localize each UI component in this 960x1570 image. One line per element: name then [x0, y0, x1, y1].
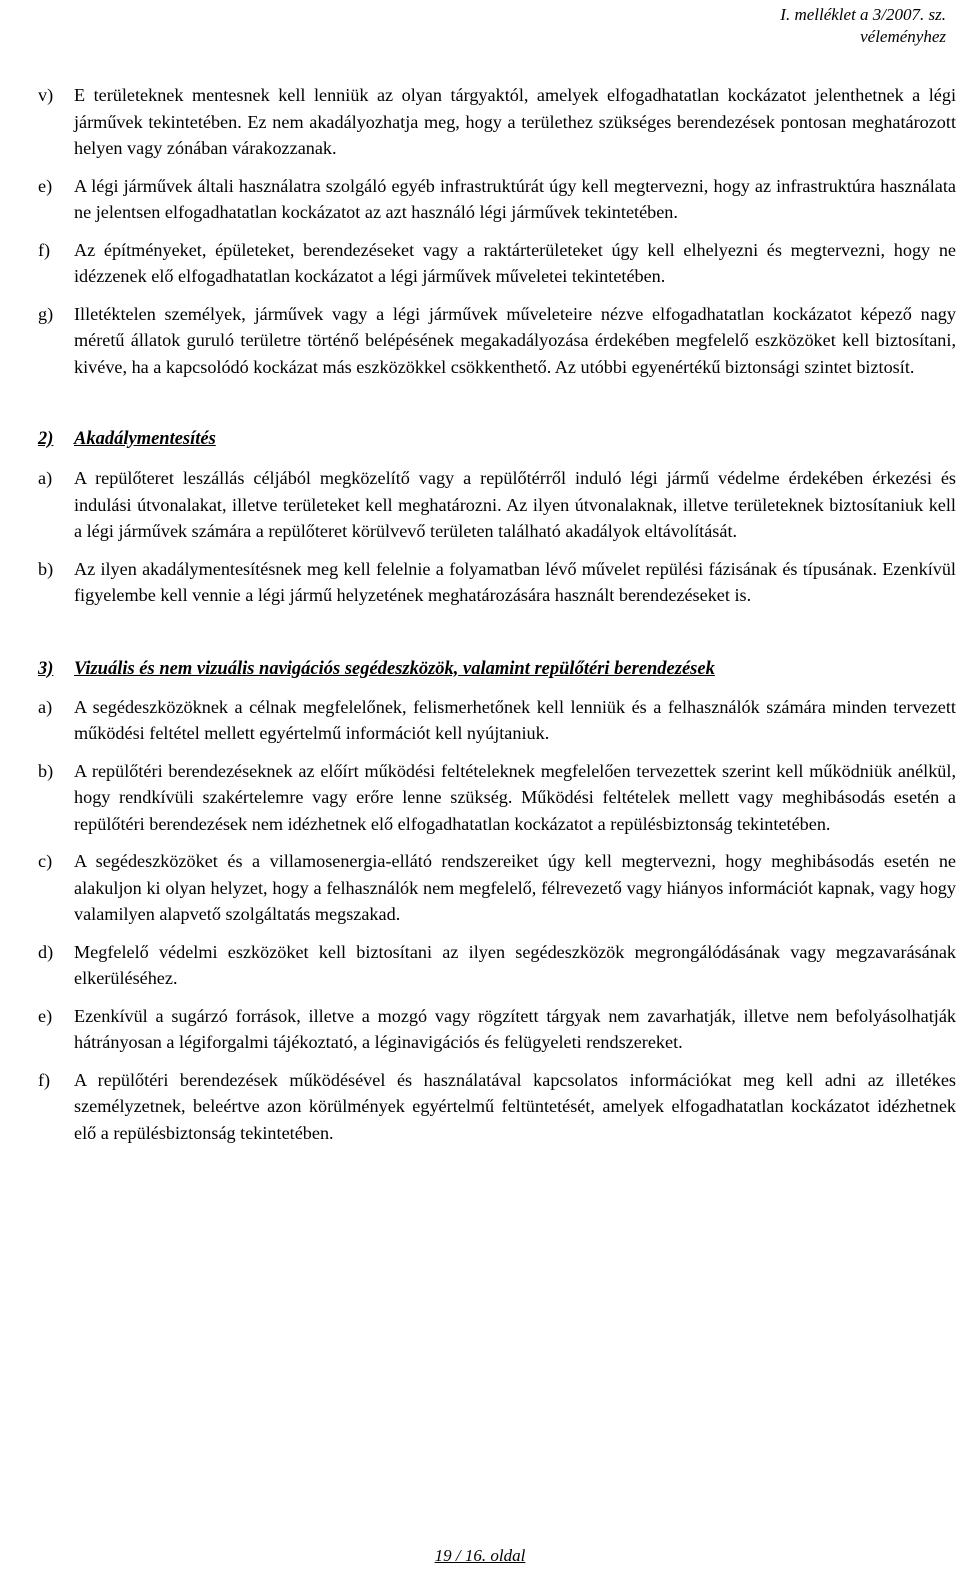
item-marker: b) [38, 760, 54, 781]
item-marker: a) [38, 696, 53, 717]
page-number: 19 / 16. oldal [434, 1546, 526, 1565]
list-item-e [38, 173, 956, 226]
item-text: A segédeszközöket és a villamosenergia-ellátó rendszereiket úgy kell megtervezni, hogy meghibásodás esetén ne alakuljon ki olyan helyzet, hogy a felhasználók nem megfelelő, félrevezető vagy hiányos információt kapnak, vagy hogy valamilyen alapvető szolgáltatás megszakad. [74, 851, 956, 924]
list-item-2a [38, 465, 956, 545]
item-marker: d) [38, 941, 54, 962]
list-item-2b [38, 556, 956, 609]
item-marker: f) [38, 1069, 51, 1090]
section-number: 3) [38, 658, 54, 679]
item-marker: a) [38, 468, 53, 488]
item-marker: e) [38, 175, 53, 196]
list-item-3e [38, 1003, 956, 1056]
list-item-3f [38, 1067, 956, 1147]
item-text: A repülőteret leszállás céljából megközelítő vagy a repülőtérről induló légi jármű védelme érdekében érkezési és indulási útvonalakat, illetve területeket kell meghatározni. Az ilyen útvonalaknak, illetve területeknek biztosítaniuk kell a légi járművek számára a repülőteret körülvevő területen található akadályok eltávolítását. [74, 468, 956, 541]
item-text: A repülőtéri berendezéseknek az előírt működési feltételeknek megfelelően tervezettek szerint kell működniük anélkül, hogy rendkívüli szakértelemre vagy erőre lenne szükség. Működési feltételek mellett vagy meghibásodás esetén a repülőtéri berendezések nem idézhetnek elő elfogadhatatlan kockázatot a repülésbiztonság tekintetében. [74, 760, 956, 834]
section-heading-2 [38, 426, 956, 452]
item-text: Az ilyen akadálymentesítésnek meg kell felelnie a folyamatban lévő művelet repülési fázisának és típusának. Ezenkívül figyelembe kell vennie a légi jármű helyzetének meghatározására használt berendezéseket is. [74, 558, 956, 605]
item-marker: c) [38, 851, 53, 871]
item-marker: f) [38, 239, 51, 260]
header-line-2: véleményhez [860, 27, 946, 46]
item-marker: g) [38, 303, 54, 324]
list-item-3d [38, 939, 956, 992]
header-line-1: I. melléklet a 3/2007. sz. [780, 5, 946, 24]
page-header [780, 4, 946, 48]
list-item-f [38, 237, 956, 290]
list-item-v [38, 82, 956, 162]
section-title: Vizuális és nem vizuális navigációs segédeszközök, valamint repülőtéri berendezések [74, 658, 715, 679]
list-item-3c [38, 848, 956, 928]
list-item-g [38, 301, 956, 381]
item-text: Illetéktelen személyek, járművek vagy a légi járművek műveleteire nézve elfogadhatatlan kockázatot képező nagy méretű állatok guruló területre történő belépésének megakadályozása érdekében megfelelő eszközöket kell biztosítani, kivéve, ha a kapcsolódó kockázat más eszközökkel csökkenthető. Az utóbbi egyenértékű biztonsági szintet biztosít. [74, 303, 956, 377]
item-text: A repülőtéri berendezések működésével és használatával kapcsolatos információkat meg kell adni az illetékes személyzetnek, beleértve azon körülmények egyértelmű feltüntetését, amelyek elfogadhatatlan kockázatot idézhetnek elő a repülésbiztonság tekintetében. [74, 1069, 956, 1143]
section-number: 2) [38, 429, 54, 449]
item-text: E területeknek mentesnek kell lenniük az olyan tárgyaktól, amelyek elfogadhatatlan kockázatot jelenthetnek a légi járművek tekintetében. Ez nem akadályozhatja meg, hogy a területhez szükséges berendezések pontosan meghatározott helyen vagy zónában várakozzanak. [74, 85, 956, 158]
document-body [38, 82, 956, 1146]
section-title: Akadálymentesítés [74, 429, 216, 449]
item-text: Ezenkívül a sugárzó források, illetve a mozgó vagy rögzített tárgyak nem zavarhatják, illetve nem befolyásolhatják hátrányosan a légiforgalmi tájékoztató, a léginavigációs és felügyeleti rendszereket. [74, 1005, 956, 1052]
item-text: A légi járművek általi használatra szolgáló egyéb infrastruktúrát úgy kell megtervezni, hogy az infrastruktúra használata ne jelentsen elfogadhatatlan kockázatot az azt használó légi járművek tekintetében. [74, 175, 956, 222]
item-marker: v) [38, 85, 54, 105]
item-marker: b) [38, 558, 54, 579]
item-text: A segédeszközöknek a célnak megfelelőnek, felismerhetőnek kell lenniük és a felhasználók számára minden tervezett működési feltétel mellett egyértelmű információt kell nyújtaniuk. [74, 696, 956, 743]
item-text: Az építményeket, épületeket, berendezéseket vagy a raktárterületeket úgy kell elhelyezni és megtervezni, hogy ne idézzenek elő elfogadhatatlan kockázatot a légi járművek műveletei tekintetében. [74, 239, 956, 286]
section-heading-3 [38, 656, 956, 682]
item-text: Megfelelő védelmi eszközöket kell biztosítani az ilyen segédeszközök megrongálódásának vagy megzavarásának elkerüléséhez. [74, 941, 956, 988]
list-item-3a [38, 694, 956, 747]
item-marker: e) [38, 1005, 53, 1026]
list-item-3b [38, 758, 956, 838]
